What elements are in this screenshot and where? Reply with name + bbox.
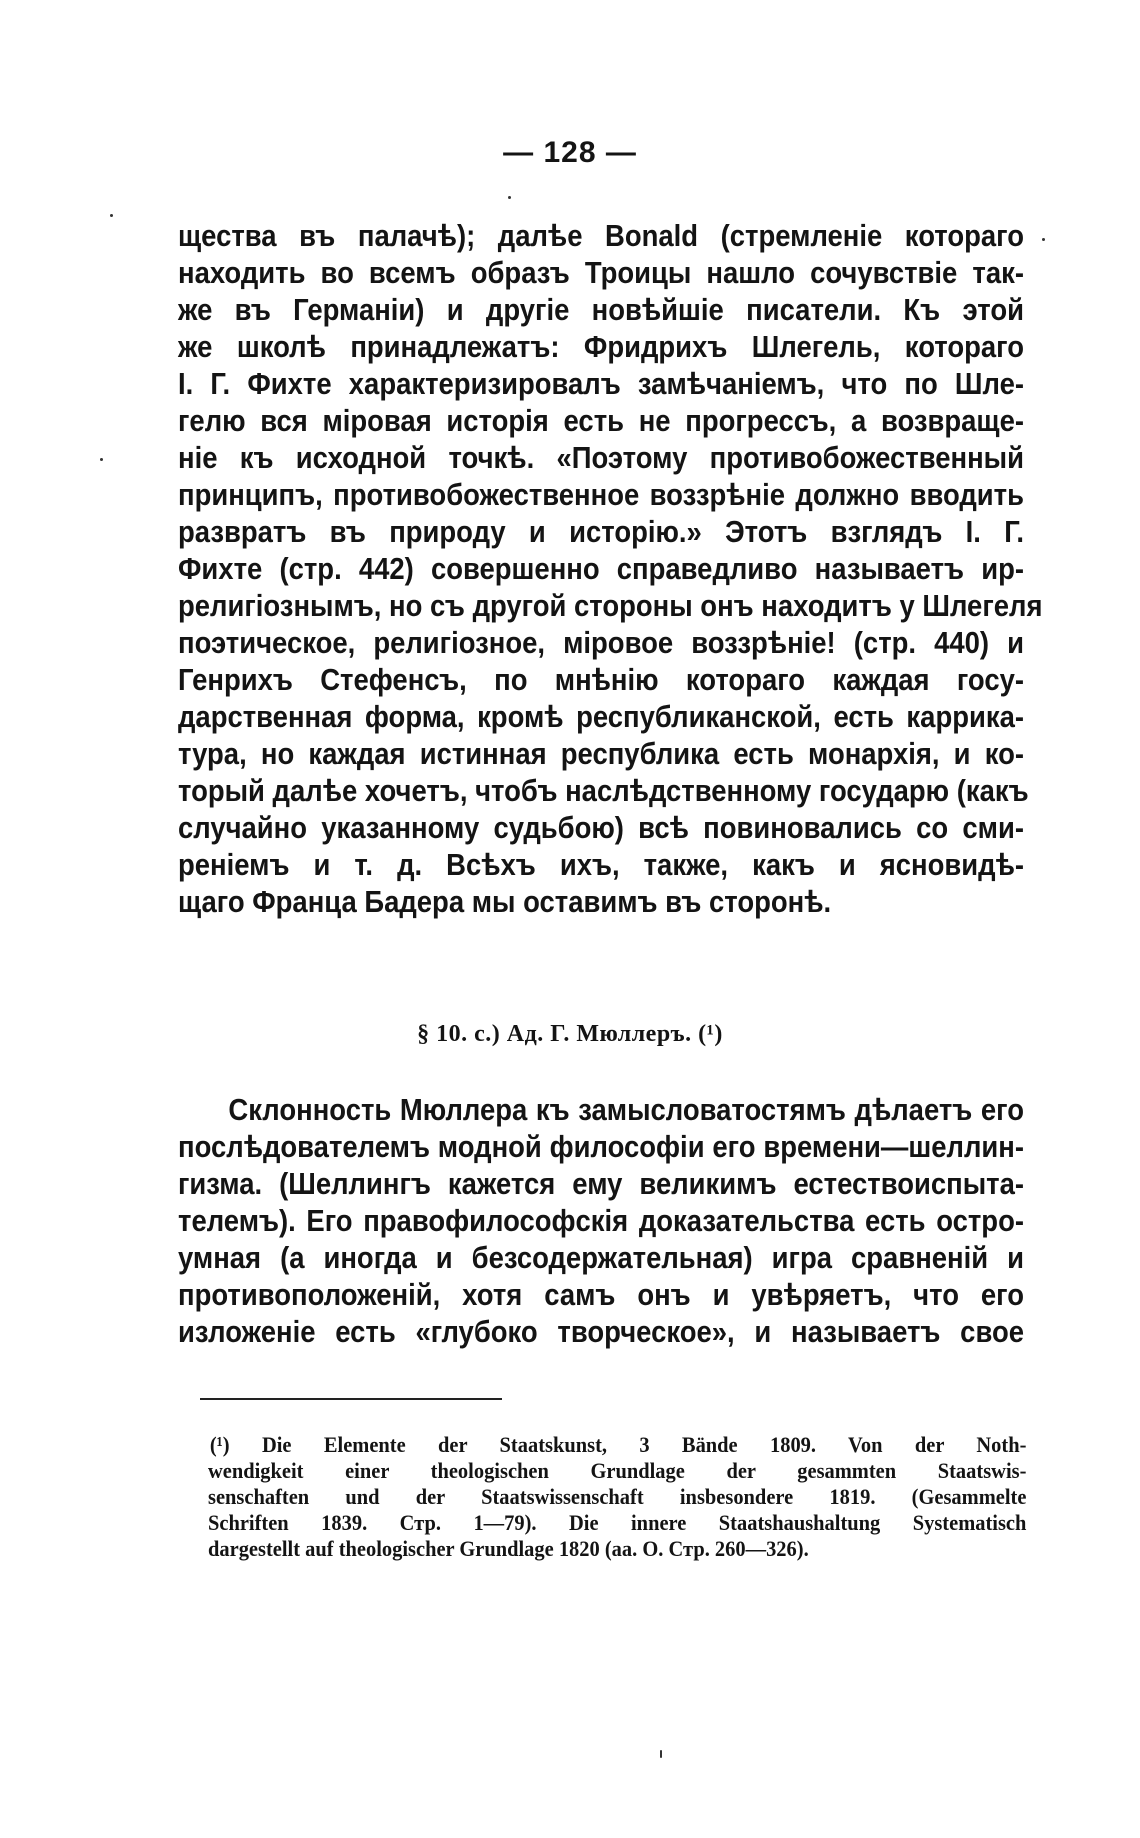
footnote-line: wendigkeit einer theologischen Grundlage der gesammten Staatswis- bbox=[208, 1458, 1027, 1483]
text-line: же въ Германіи) и другіе новѣйшіе писатели. Къ этой bbox=[178, 293, 1024, 327]
text-line: же школѣ принадлежатъ: Фридрихъ Шлегель, котораго bbox=[178, 330, 1024, 364]
page-number: — 128 — bbox=[503, 136, 637, 169]
paragraph-1 bbox=[178, 218, 1043, 921]
text-line: принципъ, противобожественное воззрѣніе должно вводить bbox=[178, 478, 1024, 512]
text-line: дарственная форма, кромѣ республиканской, есть каррика- bbox=[178, 700, 1024, 734]
footnote-line: senschaften und der Staatswissenschaft insbesondere 1819. (Gesammelte bbox=[208, 1484, 1027, 1509]
text-line: тура, но каждая истинная республика есть монархія, и ко- bbox=[178, 737, 1024, 771]
scan-speck bbox=[100, 458, 103, 461]
text-line: Фихте (стр. 442) совершенно справедливо называетъ ир- bbox=[178, 552, 1024, 586]
footnote-line: Schriften 1839. Стр. 1—79). Die innere Staatshaushaltung Systematisch bbox=[208, 1510, 1027, 1535]
scan-speck bbox=[110, 214, 113, 217]
footnote-divider bbox=[200, 1398, 502, 1400]
text-line: послѣдователемъ модной философіи его времени—шеллин- bbox=[178, 1130, 1024, 1164]
text-line: гизма. (Шеллингъ кажется ему великимъ естествоиспыта- bbox=[178, 1167, 1024, 1201]
text-line: умная (а иногда и безсодержательная) игра сравненій и bbox=[178, 1241, 1024, 1275]
scan-speck bbox=[508, 196, 511, 199]
text-line: религіознымъ, но съ другой стороны онъ находитъ у Шлегеля bbox=[178, 589, 1043, 623]
footnote-line: (¹) Die Elemente der Staatskunst, 3 Bände 1809. Von der Noth- bbox=[209, 1432, 1027, 1457]
text-line: изложеніе есть «глубоко творческое», и называетъ свое bbox=[178, 1315, 1024, 1349]
scan-speck bbox=[660, 1750, 662, 1758]
scan-speck bbox=[1042, 238, 1045, 241]
text-line: ніе къ исходной точкѣ. «Поэтому противобожественный bbox=[178, 441, 1024, 475]
text-line: торый далѣе хочетъ, чтобъ наслѣдственному государю (какъ bbox=[178, 774, 1029, 808]
text-line: гелю вся міровая исторія есть не прогрессъ, а возвраще- bbox=[178, 404, 1024, 438]
text-line: щества въ палачѣ); далѣе Bonald (стремленіе котораго bbox=[178, 219, 1024, 253]
text-line: Генрихъ Стефенсъ, по мнѣнію котораго каждая госу- bbox=[178, 663, 1024, 697]
text-line: находить во всемъ образъ Троицы нашло сочувствіе так- bbox=[178, 256, 1024, 290]
footnote bbox=[208, 1432, 1026, 1562]
paragraph-2 bbox=[178, 1092, 1024, 1351]
text-line: поэтическое, религіозное, міровое воззрѣніе! (стр. 440) и bbox=[178, 626, 1024, 660]
text-line: І. Г. Фихте характеризировалъ замѣчаніемъ, что по Шле- bbox=[178, 367, 1024, 401]
text-line: телемъ). Его правофилософскія доказательства есть остро- bbox=[178, 1204, 1024, 1238]
text-line: противоположеній, хотя самъ онъ и увѣряетъ, что его bbox=[178, 1278, 1024, 1312]
text-line: реніемъ и т. д. Всѣхъ ихъ, также, какъ и ясновидѣ- bbox=[178, 848, 1024, 882]
text-line: развратъ въ природу и исторію.» Этотъ взглядъ І. Г. bbox=[178, 515, 1024, 549]
text-line: случайно указанному судьбою) всѣ повиновались со сми- bbox=[178, 811, 1024, 845]
section-heading: § 10. c.) Ад. Г. Мюллеръ. (¹) bbox=[417, 1021, 723, 1047]
text-line: Склонность Мюллера къ замысловатостямъ дѣлаетъ его bbox=[228, 1093, 1024, 1127]
footnote-line: dargestellt auf theologischer Grundlage 1820 (аа. О. Стр. 260—326). bbox=[208, 1536, 809, 1561]
text-line: щаго Франца Бадера мы оставимъ въ сторонѣ. bbox=[178, 885, 832, 919]
